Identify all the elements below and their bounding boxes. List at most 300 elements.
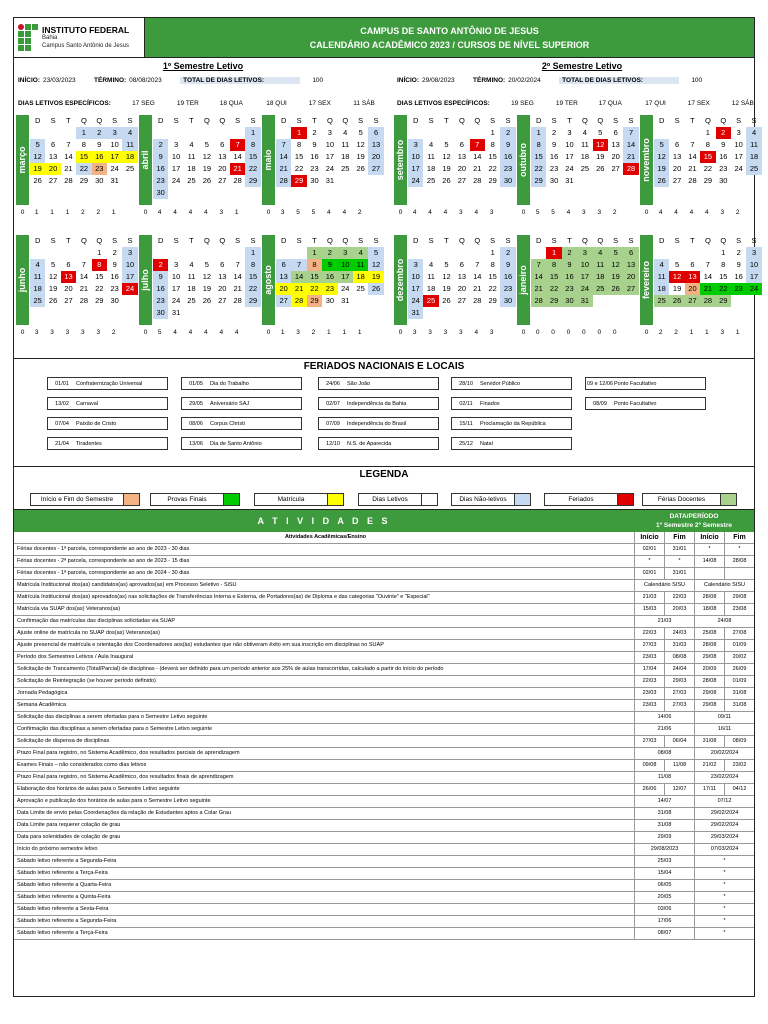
count-cell: 0 <box>644 209 649 216</box>
atividade-name: Sábado letivo referente a Segunda-Feira <box>17 918 117 924</box>
day-cell: 28 <box>64 176 73 185</box>
sem1-inicio: 23/03 <box>634 700 664 711</box>
day-cell: 5 <box>368 247 383 259</box>
week-row <box>408 151 516 163</box>
week-row <box>654 247 762 259</box>
week-row <box>30 127 138 139</box>
sem1-inicio: 26/06 <box>634 784 664 795</box>
month-março <box>16 115 138 218</box>
day-cell <box>291 247 306 259</box>
day-cell: 3 <box>338 247 353 259</box>
day-cell: 4 <box>429 140 434 149</box>
day-cell: 17 <box>122 271 137 283</box>
atividade-name: Confirmação das matrículas das disciplinas solicitadas via SUAP <box>17 618 176 624</box>
month-label-bar <box>139 235 152 325</box>
count-cell: 0 <box>566 329 571 336</box>
day-cell: 4 <box>122 127 137 139</box>
weekday-label: D <box>280 236 287 245</box>
legend-swatch <box>327 494 343 505</box>
day-cell: 15 <box>245 271 260 283</box>
sem2-inicio: 20/09 <box>694 664 724 675</box>
count-cell: 3 <box>280 209 285 216</box>
weekday-label: Q <box>474 236 481 245</box>
legend-swatch <box>421 494 437 505</box>
weekday-label: D <box>412 236 419 245</box>
day-cell: 23 <box>110 284 119 293</box>
day-cell: 4 <box>593 247 608 259</box>
day-cell: 1 <box>76 127 91 139</box>
week-row <box>30 271 138 283</box>
day-cell: 22 <box>703 164 713 173</box>
sem1-date: 08/08 <box>634 748 694 759</box>
day-cell: 29 <box>291 175 306 187</box>
weekday-label: Q <box>342 236 349 245</box>
day-cell: 7 <box>81 260 86 269</box>
count-cell: 0 <box>143 329 148 336</box>
month-label-bar <box>16 235 29 325</box>
week-row <box>153 163 261 175</box>
day-cell: 29 <box>95 296 104 305</box>
sem1-fim: 24/04 <box>664 664 694 675</box>
week-row <box>408 175 516 187</box>
day-cell: 5 <box>358 128 363 137</box>
sem2-fim: * <box>724 544 754 555</box>
atividades-section <box>14 509 754 997</box>
day-cell: 7 <box>690 140 695 149</box>
week-row <box>30 283 138 295</box>
day-cell: 27 <box>457 176 467 185</box>
weekday-label: T <box>66 116 71 125</box>
week-row <box>276 139 384 151</box>
month-dezembro <box>394 235 516 338</box>
day-cell: 6 <box>675 140 680 149</box>
month-setembro <box>394 115 516 218</box>
day-cell <box>168 127 183 139</box>
sem2-inicio: 29/08 <box>694 688 724 699</box>
legend-item <box>30 493 140 506</box>
day-cell: 7 <box>531 259 546 271</box>
day-cell: 12 <box>442 272 451 281</box>
day-cell: 13 <box>457 152 467 161</box>
day-cell <box>439 247 454 259</box>
day-cell: 23 <box>562 283 577 295</box>
day-cell <box>685 127 700 139</box>
week-row <box>654 151 762 163</box>
weekday-label: S <box>674 116 680 125</box>
day-cell: 22 <box>488 284 497 293</box>
legend-item <box>642 493 737 506</box>
sem1-inicio: 23/03 <box>634 688 664 699</box>
day-cell: 28 <box>623 163 638 175</box>
month-label-bar <box>16 115 29 205</box>
month-name: janeiro <box>518 265 528 295</box>
day-cell: 30 <box>153 187 168 199</box>
dia-letivo-count: 11 SÁB <box>353 100 375 107</box>
month-name: novembro <box>641 138 651 182</box>
sem1-inicio: * <box>634 556 664 567</box>
count-cell: 4 <box>234 329 239 336</box>
day-cell: 15 <box>719 272 728 281</box>
count-cell: 4 <box>658 209 663 216</box>
day-cell: 10 <box>338 259 353 271</box>
day-cell <box>485 307 500 319</box>
day-cell <box>168 187 183 199</box>
day-cell <box>184 127 199 139</box>
day-cell: 31 <box>577 295 592 307</box>
semester-2-title: 2º Semestre Letivo <box>541 61 623 71</box>
atividades-table <box>14 532 754 940</box>
day-cell: 21 <box>230 163 245 175</box>
day-cell: 20 <box>623 271 638 283</box>
week-row <box>654 163 762 175</box>
day-cell: 25 <box>423 295 438 307</box>
day-cell <box>470 247 485 259</box>
feriado-item <box>585 377 706 390</box>
day-cell: 24 <box>171 296 181 305</box>
day-cell: 13 <box>623 259 638 271</box>
day-cell: 6 <box>613 128 618 137</box>
day-cell: 13 <box>61 271 76 283</box>
atividade-name: Sábado letivo referente a Segunda-Feira <box>17 858 117 864</box>
sem1-fim: 29/03 <box>664 676 694 687</box>
day-cell: 1 <box>531 127 546 139</box>
day-cell <box>230 307 245 319</box>
weekday-label: S <box>736 236 742 245</box>
sem2-inicio: 17/11 <box>694 784 724 795</box>
feriado-item <box>47 397 168 410</box>
feriado-date: 13/06 <box>189 440 203 447</box>
week-row <box>408 127 516 139</box>
day-cell: 6 <box>220 140 225 149</box>
sem2-inicio <box>694 568 724 579</box>
day-cell <box>184 307 199 319</box>
day-cell <box>685 247 700 259</box>
day-cell: 11 <box>654 271 669 283</box>
day-cell: 26 <box>356 164 365 173</box>
count-cell: 4 <box>566 209 571 216</box>
day-cell: 30 <box>310 176 319 185</box>
day-cell: 28 <box>291 295 306 307</box>
sem2-fim: 26/09 <box>724 664 754 675</box>
table-row <box>14 928 754 940</box>
day-cell: 9 <box>97 140 102 149</box>
count-cell: 3 <box>582 209 586 216</box>
day-cell <box>746 175 761 187</box>
day-cell: 14 <box>79 272 89 281</box>
title-line2: CALENDÁRIO ACADÊMICO 2023 / CURSOS DE NÍVEL SUPERIOR <box>309 40 590 50</box>
day-cell <box>199 247 214 259</box>
day-cell <box>184 247 199 259</box>
day-cell: 5 <box>51 260 56 269</box>
legend-item <box>451 493 531 506</box>
weekday-label: Q <box>203 236 210 245</box>
day-cell: 22 <box>95 284 104 293</box>
day-cell: 3 <box>567 128 572 137</box>
count-cell: 3 <box>489 209 494 216</box>
sem1-date: 31/08 <box>634 808 694 819</box>
month-name: dezembro <box>395 258 405 302</box>
day-cell: 3 <box>408 139 423 151</box>
legend-swatch <box>123 494 139 505</box>
day-cell: 16 <box>153 163 168 175</box>
day-cell <box>423 307 438 319</box>
month-grid <box>531 115 639 187</box>
sem2-inicio: 28/08 <box>694 676 724 687</box>
day-cell <box>215 187 230 199</box>
day-cell: 4 <box>582 128 587 137</box>
institution-logo <box>14 18 144 57</box>
legend-label: Dias Não-letivos <box>459 496 507 503</box>
legend-label: Início e Fim do Semestre <box>40 496 114 503</box>
count-cell: 3 <box>459 329 463 336</box>
weekday-label: T <box>690 116 695 125</box>
weekday-header <box>531 235 639 247</box>
sem1-inicio: 23/03 <box>634 652 664 663</box>
day-cell: 6 <box>459 260 464 269</box>
atividade-name: Semana Acadêmica <box>17 702 66 708</box>
day-cell: 3 <box>736 128 741 137</box>
day-cell: 2 <box>153 139 168 151</box>
day-cell <box>230 127 245 139</box>
table-row <box>14 796 754 808</box>
sem2-date: 07/12 <box>694 796 754 807</box>
feriado-name: Proclamação da República <box>480 420 546 427</box>
feriado-name: São João <box>347 380 371 387</box>
count-cell: 3 <box>296 329 300 336</box>
weekday-label: S <box>428 116 434 125</box>
day-cell: 13 <box>276 271 291 283</box>
day-cell: 8 <box>721 260 726 269</box>
legend-item <box>150 493 240 506</box>
month-novembro <box>640 115 762 218</box>
feriado-date: 09 e 12/06 <box>587 380 613 387</box>
weekday-label: S <box>373 236 379 245</box>
day-cell: 25 <box>654 295 669 307</box>
week-row <box>276 127 384 139</box>
day-cell: 17 <box>408 163 423 175</box>
day-cell: 23 <box>500 163 515 175</box>
table-row <box>14 736 754 748</box>
month-label-bar <box>517 115 530 205</box>
total-label: TOTAL DE DIAS LETIVOS: <box>559 77 679 84</box>
count-cell: 2 <box>735 209 740 216</box>
day-cell: 14 <box>291 271 306 283</box>
legend-item <box>544 493 634 506</box>
dia-letivo-count: 19 TER <box>555 100 578 107</box>
month-label-bar <box>262 115 275 205</box>
month-junho <box>16 235 138 338</box>
month-name: agosto <box>263 265 273 295</box>
day-cell <box>353 175 368 187</box>
month-agosto <box>262 235 384 338</box>
day-cell: 12 <box>202 272 212 281</box>
day-cell: 7 <box>705 260 710 269</box>
sem2-fim: 29/08 <box>724 592 754 603</box>
count-cell: 1 <box>735 329 740 336</box>
day-cell <box>423 127 438 139</box>
legend-item <box>358 493 438 506</box>
day-cell: 19 <box>442 164 451 173</box>
day-cell: 10 <box>408 271 423 283</box>
month-name: maio <box>263 149 273 171</box>
weekday-label: Q <box>458 236 465 245</box>
day-cell: 9 <box>500 259 515 271</box>
day-cell: 27 <box>48 176 58 185</box>
week-row <box>531 283 639 295</box>
weekday-label: S <box>50 236 56 245</box>
sem2-date: Calendário SISU <box>694 580 754 591</box>
sem2-date: * <box>694 856 754 867</box>
atividade-name: Exames Finais – não considerados como dias letivos <box>17 762 147 768</box>
week-row <box>654 271 762 283</box>
count-cell: 4 <box>173 329 177 336</box>
day-cell: 28 <box>276 175 291 187</box>
count-cell: 0 <box>612 329 617 336</box>
day-cell: 8 <box>490 140 495 149</box>
day-cell: 21 <box>473 164 482 173</box>
atividade-name: Data Limite para requerer colação de grau <box>17 822 121 828</box>
day-cell: 9 <box>153 151 168 163</box>
day-cell: 21 <box>473 284 482 293</box>
month-grid <box>654 235 762 307</box>
day-cell: 7 <box>291 259 306 271</box>
weekday-label: Q <box>326 236 333 245</box>
table-row <box>14 664 754 676</box>
sem1-date: 21/06 <box>634 724 694 735</box>
day-cell: 12 <box>368 259 383 271</box>
weekday-label: Q <box>474 116 481 125</box>
day-cell: 23 <box>322 283 337 295</box>
weekday-label: T <box>567 236 572 245</box>
count-cell: 4 <box>327 209 331 216</box>
day-cell <box>531 247 546 259</box>
count-cell: 2 <box>111 329 116 336</box>
day-cell: 29 <box>488 296 497 305</box>
day-cell <box>470 127 485 139</box>
weekday-label: S <box>112 116 118 125</box>
day-cell: 6 <box>623 247 638 259</box>
weekday-label: S <box>127 116 133 125</box>
day-cell: 24 <box>734 164 743 173</box>
day-cell <box>439 127 454 139</box>
day-cell: 20 <box>368 151 383 163</box>
day-cell: 5 <box>204 140 209 149</box>
day-cell: 21 <box>64 164 73 173</box>
feriado-item <box>181 397 302 410</box>
weekday-label: Q <box>458 116 465 125</box>
day-cell <box>423 247 438 259</box>
sem1-date: 25/03 <box>634 856 694 867</box>
month-grid <box>276 115 384 187</box>
day-cell: 22 <box>546 283 561 295</box>
day-cell: 31 <box>171 308 181 317</box>
day-cell: 19 <box>356 152 365 161</box>
sem1-fim: 12/07 <box>664 784 694 795</box>
count-cell: 5 <box>157 329 162 336</box>
logo-mark-icon <box>18 24 38 51</box>
sem1-date: 11/08 <box>634 772 694 783</box>
day-cell: 21 <box>79 284 89 293</box>
day-cell: 25 <box>426 176 436 185</box>
sem2-date: * <box>694 880 754 891</box>
sem1-date: 29/09 <box>634 832 694 843</box>
legend-item <box>254 493 344 506</box>
feriado-item <box>318 417 439 430</box>
day-cell: 9 <box>562 259 577 271</box>
atividade-name: Data para solenidades de colação de grau <box>17 834 121 840</box>
week-row <box>30 151 138 163</box>
day-cell: 19 <box>30 163 45 175</box>
day-cell: 5 <box>675 260 680 269</box>
table-row <box>14 784 754 796</box>
day-cell: 6 <box>459 140 464 149</box>
day-cell: 8 <box>245 139 260 151</box>
day-cell <box>623 175 638 187</box>
day-cell: 13 <box>672 152 682 161</box>
week-row <box>153 187 261 199</box>
month-name: fevereiro <box>641 260 651 300</box>
month-counts <box>394 209 516 216</box>
legend-label: Provas Finais <box>167 496 207 503</box>
day-cell: 16 <box>322 271 337 283</box>
week-row <box>153 151 261 163</box>
table-row <box>14 844 754 856</box>
week-row <box>30 247 138 259</box>
weekday-label: T <box>66 236 71 245</box>
atividade-name: Solicitação de Trancamento (Total/Parcial) de disciplinas - (deverá ser definido para um período anterior aos 25% de aulas transcorridas, calculado a partir do início do período <box>17 666 444 672</box>
atividade-name: Prazo Final para registro, no Sistema Acadêmico, dos resultados parciais de aprendizagem <box>17 750 240 756</box>
day-cell: 15 <box>488 272 497 281</box>
day-cell: 14 <box>688 152 697 161</box>
feriado-name: Independência do Brasil <box>347 420 407 427</box>
atividade-name: Férias docentes - 2ª parcela, correspondente ao ano de 2023 - 15 dias <box>17 558 190 564</box>
sem1-date: 31/08 <box>634 820 694 831</box>
week-row <box>654 175 762 187</box>
day-cell <box>61 247 76 259</box>
day-cell: 26 <box>442 296 451 305</box>
weekday-header <box>654 115 762 127</box>
atividade-name: Solicitação das disciplinas a serem ofertadas para o Semestre Letivo seguinte <box>17 714 208 720</box>
col-head-atividade: Atividades Acadêmicas/Ensino <box>284 534 367 540</box>
day-cell: 25 <box>356 284 365 293</box>
termino-value: 08/08/2023 <box>129 76 162 84</box>
sem2-date: * <box>694 916 754 927</box>
col-head-date: Fim <box>664 532 694 543</box>
day-cell: 4 <box>343 128 348 137</box>
day-cell <box>215 127 230 139</box>
sem1-inicio: 17/04 <box>634 664 664 675</box>
day-cell: 18 <box>746 151 761 163</box>
weekday-label: T <box>567 116 572 125</box>
day-cell <box>245 187 260 199</box>
day-cell: 14 <box>233 272 242 281</box>
day-cell: 23 <box>500 283 515 295</box>
atividade-name: Solicitação de dispensa de disciplinas <box>17 738 110 744</box>
count-cell: 1 <box>65 209 70 216</box>
week-row <box>30 163 138 175</box>
page-title <box>144 18 754 57</box>
col-head-date: Início <box>694 532 724 543</box>
legend-swatch <box>617 494 633 505</box>
sem2-date: 16/11 <box>694 724 754 735</box>
feriado-name: Corpus Christi <box>210 420 245 427</box>
day-cell: 27 <box>457 296 467 305</box>
table-row <box>14 916 754 928</box>
weekday-label: S <box>551 116 557 125</box>
total-value: 100 <box>312 76 324 84</box>
sem1-fim: 31/03 <box>664 640 694 651</box>
day-cell: 20 <box>457 164 467 173</box>
